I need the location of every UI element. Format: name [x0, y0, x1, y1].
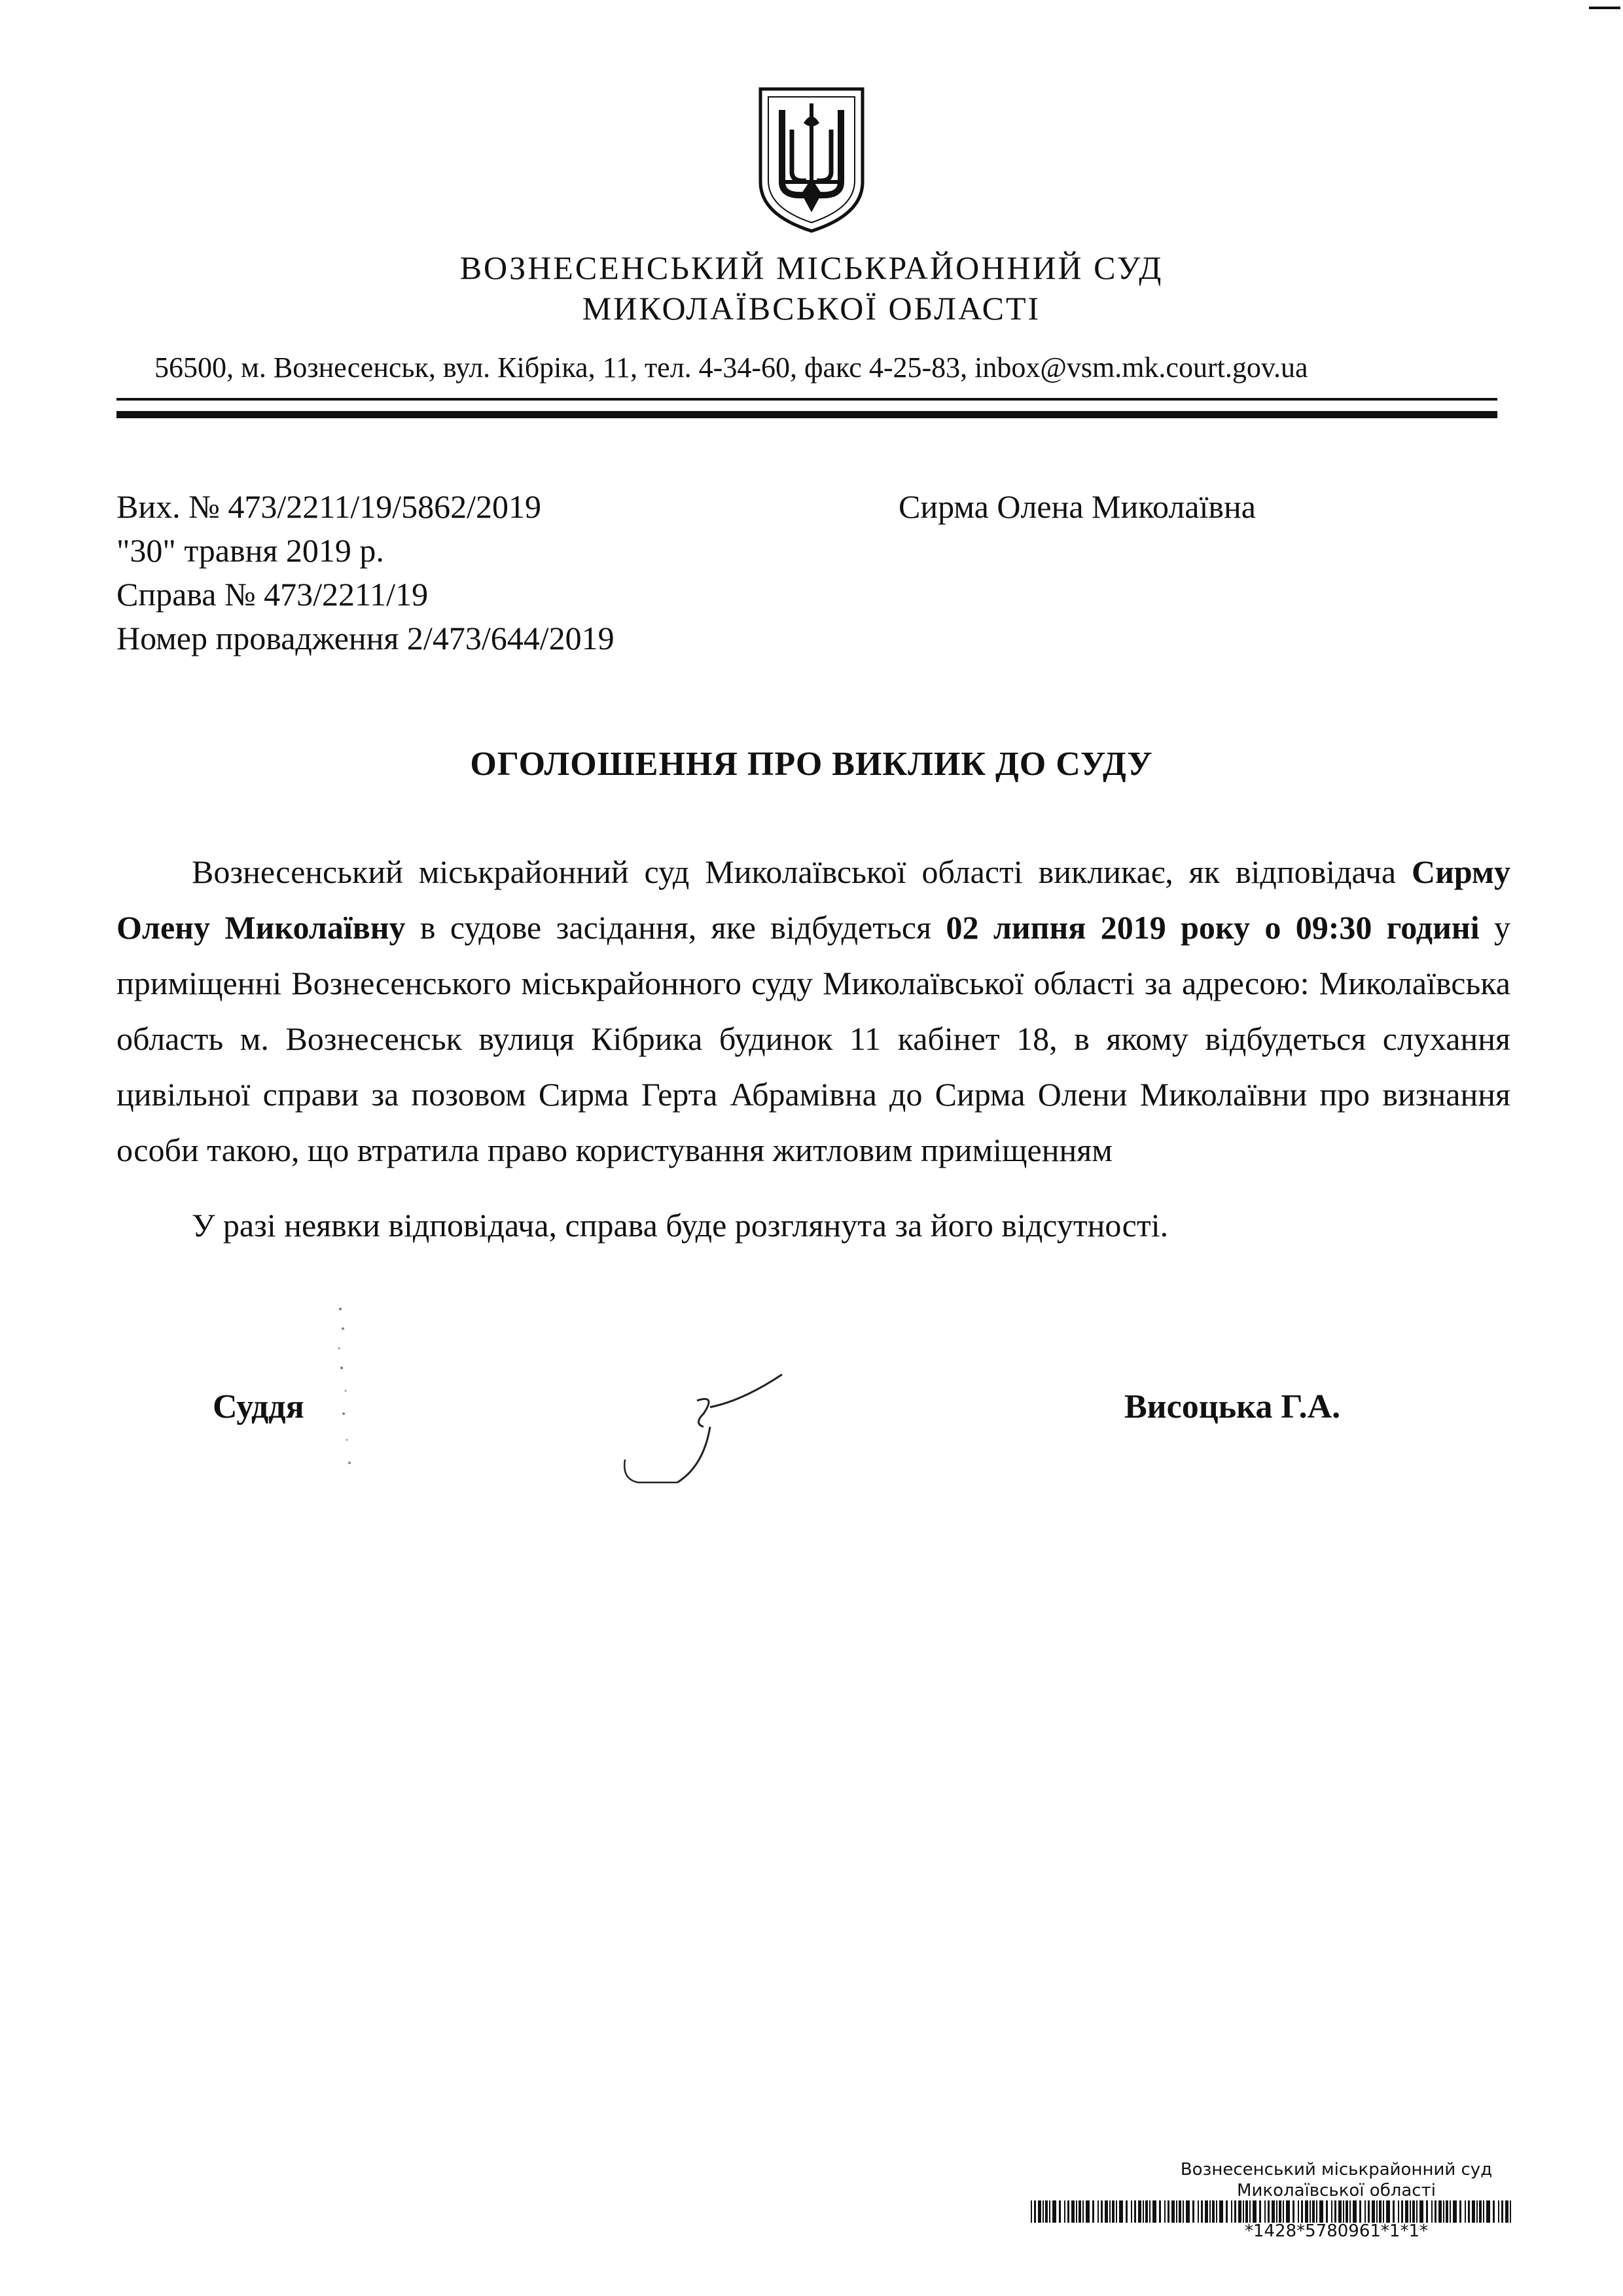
- court-region: МИКОЛАЇВСЬКОЇ ОБЛАСТІ: [582, 290, 1041, 327]
- document-date: "30" травня 2019 р.: [116, 532, 384, 569]
- barcode-bar: [1171, 2200, 1175, 2223]
- barcode-bar: [1276, 2200, 1277, 2223]
- barcode-bar: [1493, 2200, 1495, 2223]
- barcode-bar: [1234, 2200, 1236, 2223]
- barcode-bar: [1086, 2200, 1090, 2223]
- barcode-bar: [1293, 2200, 1294, 2223]
- barcode-bar: [1126, 2200, 1128, 2223]
- barcode-bar: [1164, 2200, 1166, 2223]
- barcode-bar: [1472, 2200, 1475, 2223]
- barcode-bar: [1510, 2200, 1511, 2223]
- barcode-bar: [1359, 2200, 1361, 2223]
- barcode-bar: [1131, 2200, 1132, 2223]
- barcode-bar: [1071, 2200, 1075, 2223]
- case-number: Справа № 473/2211/19: [116, 576, 429, 613]
- barcode-bar: [1192, 2200, 1194, 2223]
- barcode-bar: [1109, 2200, 1111, 2223]
- barcode-bar: [1465, 2200, 1466, 2223]
- court-name: ВОЗНЕСЕНСЬКИЙ МІСЬКРАЙОННИЙ СУД: [459, 249, 1164, 286]
- barcode-bar: [1249, 2200, 1251, 2223]
- barcode-bar: [1383, 2200, 1384, 2223]
- barcode-bar: [1326, 2200, 1328, 2223]
- barcode-bar: [1443, 2200, 1444, 2223]
- barcode-bar: [1398, 2200, 1399, 2223]
- barcode: [1031, 2200, 1515, 2223]
- barcode-bar: [1245, 2200, 1248, 2223]
- barcode-bar: [1412, 2200, 1415, 2223]
- barcode-bar: [1446, 2200, 1448, 2223]
- barcode-bar: [1231, 2200, 1232, 2223]
- barcode-bar: [1119, 2200, 1123, 2223]
- barcode-bar: [1283, 2200, 1284, 2223]
- body-text-segment: у приміщенні Вознесенського міськрайонного суду Миколаївської області за адресою: Миколаївська область м. Вознесенськ вулиця Кібрика будинок 11 кабінет 18, в якому відбудеться слухання цивільної справи за позовом Сирма Герта Абрамівна до Сирма Олени Миколаївни про визнання особи такою, що втратила право користування житловим приміщенням: [116, 909, 1510, 1168]
- barcode-bar: [1101, 2200, 1103, 2223]
- barcode-bar: [1401, 2200, 1403, 2223]
- barcode-bar: [1319, 2200, 1323, 2223]
- body-paragraph-1: [116, 844, 1510, 1178]
- barcode-bar: [1219, 2200, 1223, 2223]
- barcode-bar: [1286, 2200, 1290, 2223]
- barcode-bar: [1097, 2200, 1099, 2223]
- court-address: 56500, м. Вознесенськ, вул. Кібріка, 11, тел. 4-34-60, факс 4-25-83, inbox@vsm.mk.court.gov.ua: [154, 351, 1308, 384]
- barcode-bar: [1138, 2200, 1141, 2223]
- barcode-bar: [1198, 2200, 1199, 2223]
- barcode-bar: [1159, 2200, 1161, 2223]
- scan-speckles: [327, 1302, 366, 1473]
- barcode-number: *1428*5780961*1*1*: [1244, 2221, 1429, 2241]
- barcode-bar: [1034, 2200, 1036, 2223]
- barcode-bar: [1353, 2200, 1357, 2223]
- barcode-bar: [1486, 2200, 1490, 2223]
- barcode-bar: [1368, 2200, 1370, 2223]
- barcode-bar: [1179, 2200, 1181, 2223]
- barcode-bar: [1453, 2200, 1457, 2223]
- barcode-bar: [1364, 2200, 1366, 2223]
- barcode-bar: [1112, 2200, 1115, 2223]
- judge-name: Висоцька Г.А.: [1124, 1388, 1341, 1426]
- barcode-bar: [1416, 2200, 1418, 2223]
- barcode-bar: [1505, 2200, 1508, 2223]
- barcode-bar: [1145, 2200, 1148, 2223]
- barcode-bar: [1438, 2200, 1442, 2223]
- barcode-bar: [1338, 2200, 1342, 2223]
- body-text-segment: в судове засідання, яке відбудеться: [405, 909, 946, 946]
- barcode-bar: [1201, 2200, 1203, 2223]
- barcode-bar: [1279, 2200, 1281, 2223]
- barcode-bar: [1105, 2200, 1108, 2223]
- barcode-bar: [1450, 2200, 1451, 2223]
- barcode-bar: [1168, 2200, 1169, 2223]
- barcode-bar: [1468, 2200, 1470, 2223]
- barcode-bar: [1134, 2200, 1136, 2223]
- recipient-name: Сирма Олена Миколаївна: [899, 488, 1256, 525]
- barcode-bar: [1501, 2200, 1503, 2223]
- barcode-bar: [1238, 2200, 1241, 2223]
- barcode-bar: [1479, 2200, 1482, 2223]
- proceeding-number: Номер провадження 2/473/644/2019: [116, 620, 615, 656]
- barcode-bar: [1059, 2200, 1061, 2223]
- barcode-bar: [1483, 2200, 1484, 2223]
- barcode-bar: [1038, 2200, 1041, 2223]
- barcode-bar: [1049, 2200, 1050, 2223]
- barcode-bar: [1243, 2200, 1244, 2223]
- barcode-bar: [1149, 2200, 1150, 2223]
- barcode-bar: [1064, 2200, 1065, 2223]
- barcode-bar: [1186, 2200, 1190, 2223]
- barcode-bar: [1272, 2200, 1275, 2223]
- body-text-segment: Вознесенський міськрайонний суд Миколаївської області викликає, як відповідача: [192, 853, 1412, 890]
- barcode-bar: [1435, 2200, 1436, 2223]
- barcode-bar: [1212, 2200, 1215, 2223]
- barcode-bar: [1426, 2200, 1428, 2223]
- barcode-bar: [1116, 2200, 1117, 2223]
- barcode-bar: [1346, 2200, 1348, 2223]
- barcode-bar: [1343, 2200, 1344, 2223]
- barcode-bar: [1431, 2200, 1433, 2223]
- trident-coat-of-arms-icon: [753, 84, 870, 234]
- barcode-bar: [1183, 2200, 1184, 2223]
- hearing-datetime: 02 липня 2019 року о 09:30 годині: [946, 909, 1480, 946]
- defendant-name: Сирму Олену Миколаївну: [116, 853, 1510, 946]
- barcode-bar: [1092, 2200, 1094, 2223]
- barcode-bar: [1067, 2200, 1069, 2223]
- stamp-court-name: Вознесенський міськрайонний суд: [1180, 2160, 1493, 2179]
- barcode-bar: [1298, 2200, 1299, 2223]
- letterhead-divider-thick: [116, 411, 1497, 418]
- barcode-bar: [1393, 2200, 1395, 2223]
- judge-label: Суддя: [213, 1388, 304, 1426]
- barcode-bar: [1076, 2200, 1077, 2223]
- barcode-bar: [1031, 2200, 1032, 2223]
- barcode-bar: [1045, 2200, 1048, 2223]
- barcode-bar: [1176, 2200, 1177, 2223]
- document-title: ОГОЛОШЕННЯ ПРО ВИКЛИК ДО СУДУ: [470, 745, 1153, 783]
- barcode-bar: [1052, 2200, 1056, 2223]
- barcode-bar: [1405, 2200, 1408, 2223]
- corner-mark: [1589, 7, 1620, 9]
- barcode-bar: [1316, 2200, 1317, 2223]
- barcode-bar: [1376, 2200, 1378, 2223]
- barcode-bar: [1372, 2200, 1375, 2223]
- barcode-bar: [1205, 2200, 1208, 2223]
- barcode-bar: [1386, 2200, 1390, 2223]
- barcode-bar: [1143, 2200, 1144, 2223]
- document-body: [116, 844, 1510, 1253]
- body-paragraph-2: У разі неявки відповідача, справа буде розглянута за його відсутності.: [192, 1207, 1169, 1244]
- barcode-bar: [1253, 2200, 1257, 2223]
- barcode-bar: [1259, 2200, 1261, 2223]
- barcode-bar: [1498, 2200, 1499, 2223]
- handwritten-signature: [605, 1361, 795, 1505]
- barcode-bar: [1459, 2200, 1461, 2223]
- barcode-bar: [1079, 2200, 1081, 2223]
- barcode-bar: [1410, 2200, 1411, 2223]
- barcode-bar: [1379, 2200, 1382, 2223]
- barcode-bar: [1216, 2200, 1217, 2223]
- barcode-bar: [1331, 2200, 1332, 2223]
- barcode-bar: [1310, 2200, 1311, 2223]
- barcode-bar: [1082, 2200, 1084, 2223]
- stamp-court-region: Миколаївської області: [1237, 2181, 1436, 2200]
- barcode-bar: [1268, 2200, 1270, 2223]
- barcode-bar: [1226, 2200, 1228, 2223]
- barcode-bar: [1349, 2200, 1351, 2223]
- barcode-bar: [1152, 2200, 1156, 2223]
- barcode-bar: [1312, 2200, 1315, 2223]
- outgoing-number: Вих. № 473/2211/19/5862/2019: [116, 488, 542, 525]
- barcode-bar: [1305, 2200, 1308, 2223]
- letterhead-divider-thin: [116, 398, 1497, 401]
- barcode-bar: [1043, 2200, 1044, 2223]
- barcode-bar: [1264, 2200, 1266, 2223]
- barcode-bar: [1476, 2200, 1478, 2223]
- barcode-bar: [1209, 2200, 1211, 2223]
- barcode-bar: [1419, 2200, 1423, 2223]
- barcode-bar: [1301, 2200, 1303, 2223]
- barcode-bar: [1334, 2200, 1336, 2223]
